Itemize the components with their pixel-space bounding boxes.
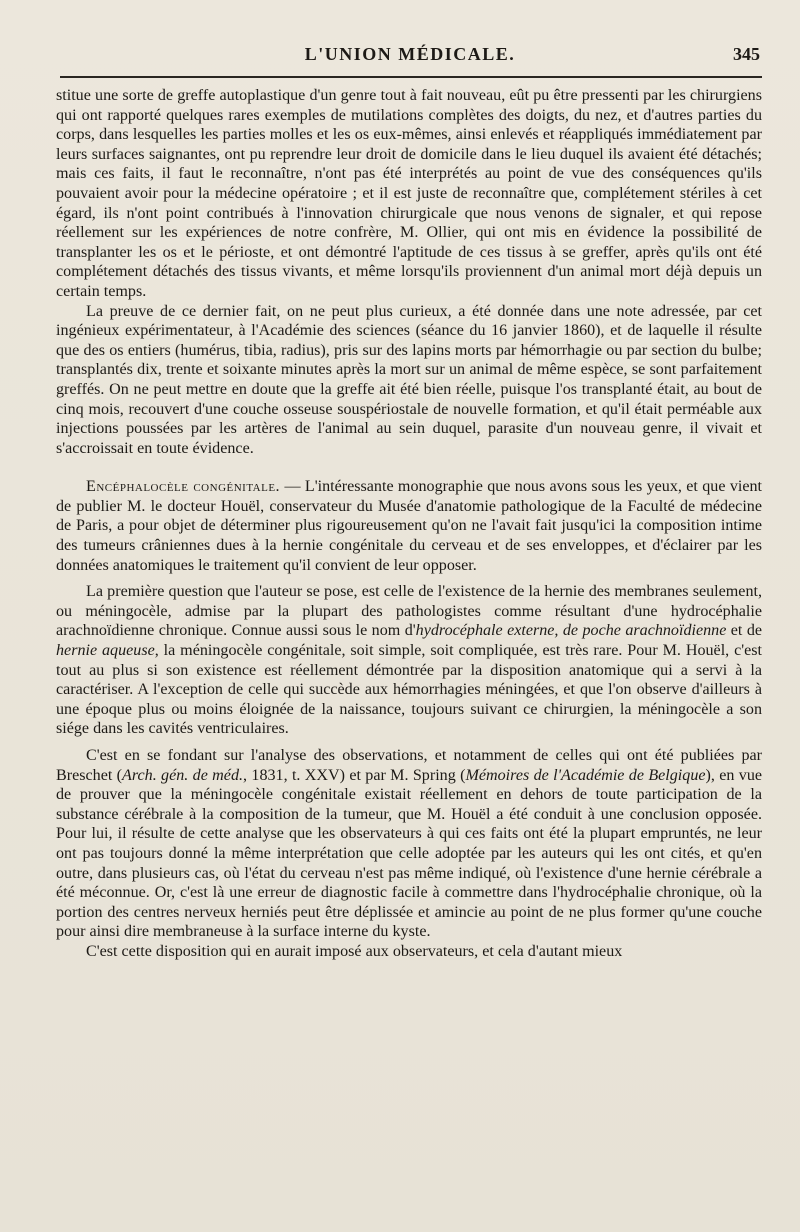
section-text: — L'intéressante monographie que nous avons sous les yeux, et que vient de publier M. le docteur Houël, conservateur du Musée d'anatomie pathologique de la Faculté de médecine de Paris, a pour objet de déterminer plus rigoureusement qu'on ne l'avait fait jusqu'ici la composition intime des tumeurs crâniennes dues à la hernie congénitale du cerveau et de ses enveloppes, et d'éclairer par les données anatomiques le traitement qu'il convient de leur opposer. bbox=[56, 478, 762, 574]
text-run: , 1831, t. XXV) et par M. Spring ( bbox=[243, 766, 466, 784]
running-title: L'UNION MÉDICALE. bbox=[304, 44, 516, 64]
text-run: C'est en se fondant sur l'analyse des observations, et notamment de celles qui ont été publiées par Breschet ( bbox=[56, 747, 762, 784]
header-rule bbox=[60, 76, 762, 78]
running-header bbox=[60, 44, 760, 72]
paragraph: La preuve de ce dernier fait, on ne peut plus curieux, a été donnée dans une note adressée, par cet ingénieux expérimentateur, à l'Académie des sciences (séance du 16 janvier 1860), et de laquelle il résulte que des os entiers (humérus, tibia, radius), pris sur des lapins morts par hémorrhagie ou par section du bulbe; transplantés dix, trente et soixante minutes après la mort sur un animal de même espèce, se sont parfaitement greffés. On ne peut mettre en doute que la greffe ait été bien réelle, puisque l'os transplanté était, au bout de cinq mois, recouvert d'une couche osseuse souspériostale de nouvelle formation, et qu'il était perméable aux injections poussées par les artères de l'animal au sein duquel, parasite d'un nouveau genre, il vivait et s'accroissait en toute évidence. bbox=[56, 302, 762, 457]
text-run: , la méningocèle congénitale, soit simple, soit compliquée, est très rare. Pour M. Houël, c'est tout au plus si son existence est réellement démontrée par la disposition anatomique qui a servi à la caractériser. A l'exception de celle qui succède aux hémorrhagies méningées, et que l'on observe d'ailleurs à une époque plus ou moins éloignée de la naissance, toujours suivant ce chirurgien, la méningocèle a son siége dans les cavités ventriculaires. bbox=[56, 642, 762, 738]
paragraph bbox=[56, 746, 762, 942]
paragraph: stitue une sorte de greffe autoplastique d'un genre tout à fait nouveau, eût pu être pressenti par les chirurgiens qui ont rapporté quelques rares exemples de mutilations complètes des doigts, du nez, et d'autres parties du corps, dans lesquelles les parties molles et les os eux-mêmes, ainsi enlevés et réappliqués immédiatement par leurs surfaces saignantes, ont pu reprendre leur droit de domicile dans le lieu duquel ils avaient été détachés; mais ces faits, il faut le reconnaître, n'ont pas été interprétés au point de vue des conséquences qu'ils pouvaient avoir pour la médecine opératoire ; et il est juste de reconnaître que, complétement stériles à cet égard, ils n'ont point contribués à l'innovation chirurgicale que nous venons de signaler, et qui repose réellement sur les expériences de notre confrère, M. Ollier, qui ont mis en évidence la possibilité de transplanter les os et le périoste, et ont démontré l'aptitude de ces tissus à se greffer, après qu'ils ont été complétement détachés des tissus vivants, et même lorsqu'ils proviennent d'un animal mort déjà depuis un certain temps. bbox=[56, 87, 762, 300]
section-paragraph bbox=[56, 477, 762, 575]
page-number: 345 bbox=[733, 44, 760, 64]
text-run: et de bbox=[726, 622, 763, 640]
italic-run: hernie aqueuse bbox=[56, 642, 155, 660]
paragraph: C'est cette disposition qui en aurait imposé aux observateurs, et cela d'autant mieux bbox=[86, 942, 623, 960]
text-run: ), en vue de prouver que la méningocèle congénitale existait réellement en dehors de toute participation de la substance cérébrale à la composition de la tumeur, que M. Houël a été conduit à une conclusion opposée. Pour lui, il résulte de cette analyse que les observateurs à qui ces faits ont été la plupart empruntés, ne leur ont pas toujours donné la même interprétation que celle adoptée par les auteurs qui les ont cités, et qu'en outre, dans plusieurs cas, où l'état du cerveau n'est pas même indiqué, où l'existence d'une hernie cérébrale a été méconnue. Or, c'est là une erreur de diagnostic facile à commettre dans l'hydrocéphalie chronique, où la portion des centres nerveux herniés peut être déplissée et amincie au point de ne plus former qu'une couche pour ainsi dire membraneuse à la surface interne du kyste. bbox=[56, 766, 763, 941]
italic-run: Arch. gén. de méd. bbox=[122, 766, 244, 784]
paragraph bbox=[56, 582, 762, 739]
section-heading: Encéphalocèle congénitale. bbox=[86, 478, 281, 496]
italic-run: hydrocéphale externe, de poche arachnoïdienne bbox=[415, 622, 727, 640]
body-text bbox=[56, 86, 762, 962]
italic-run: Mémoires de l'Académie de Belgique bbox=[465, 766, 706, 784]
text-run: La première question que l'auteur se pose, est celle de l'existence de la hernie des membranes seulement, ou méningocèle, admise par la plupart des pathologistes comme résultant d'une hydrocéphalie arachnoïdienne chronique. Connue aussi sous le nom d' bbox=[56, 583, 762, 640]
